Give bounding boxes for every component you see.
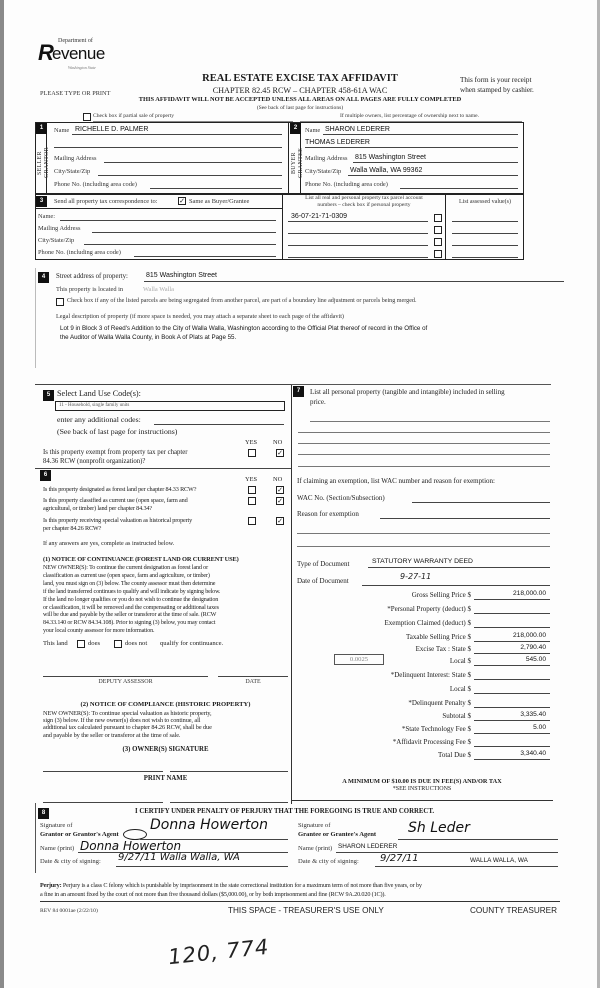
does-not-label: does not [125, 640, 148, 647]
owner-print-name-line-1[interactable] [43, 802, 163, 803]
buyer-phone-field[interactable] [400, 188, 518, 189]
partial-sale-checkbox[interactable] [83, 113, 91, 121]
grantee-date-label: Date & city of signing: [298, 858, 359, 865]
grantee-city-value[interactable]: WALLA WALLA, WA [470, 857, 528, 864]
grantor-date-value[interactable]: 9/27/11 Walla Walla, WA [118, 852, 240, 863]
delinquent-penalty-label: *Delinquent Penalty $ [408, 699, 471, 707]
exemption-reason-field[interactable] [380, 518, 550, 519]
land-use-label: Select Land Use Code(s): [57, 389, 141, 398]
grantee-date-value[interactable]: 9/27/11 [380, 853, 419, 864]
seller-mailing-label: Mailing Address [54, 155, 97, 162]
buyer-grantee-label: BUYER GRANTEE [291, 147, 304, 179]
qualify-label: qualify for continuance. [160, 640, 224, 647]
seller-grantor-label: SELLER GRANTOR [37, 147, 50, 179]
buyer-name-label: Name [305, 127, 321, 134]
exemption-instruction: If claiming an exemption, list WAC number and reason for exemption: [297, 477, 495, 485]
tax-calculation-table [292, 591, 552, 771]
buyer-mailing-value[interactable]: 815 Washington Street [355, 154, 426, 161]
exemption-reason-line-2[interactable] [297, 533, 550, 534]
assessed-value-4[interactable] [452, 257, 518, 258]
logo-subtext: Washington State [68, 65, 96, 70]
additional-codes-label: enter any additional codes: [57, 415, 141, 424]
grantor-signature-label-1: Signature of [40, 822, 73, 829]
notice-continuance-body: NEW OWNER(S): To continue the current designation as forest land or classification as current use (open space, farm and agriculture, or timber) land, you must sign on (3) below. The county assessor must then determine if the land transferred continues to qualify and will indicate by signing below. If the land no longer qualifies or you do not wish to continue the designation or classification, it will be removed and the compensating or additional taxes will be due and payable by the seller or transferor at the time of sale. (RCW 84.33.140 or RCW 84.34.108). Prior to signing (3) below, you may contact your local county assessor for more information. [43, 565, 221, 635]
grantor-name-value[interactable]: Donna Howerton [80, 839, 182, 853]
total-due-label: Total Due $ [438, 751, 471, 759]
additional-codes-field[interactable] [154, 424, 284, 425]
scan-edge-left [0, 0, 4, 988]
exempt-no-checkbox[interactable]: ✓ [277, 449, 283, 457]
personal-property-label-2: price. [310, 398, 326, 406]
form-subtitle: CHAPTER 82.45 RCW – CHAPTER 458-61A WAC [212, 86, 388, 95]
personal-property-label-1: List all personal property (tangible and intangible) included in selling [310, 388, 505, 396]
exempt-question-line-1: Is this property exempt from property tax per chapter [43, 449, 188, 456]
seller-mailing-field[interactable] [104, 162, 282, 163]
personal-property-line-5[interactable] [298, 466, 550, 467]
grantor-signature-label-2: Grantor or Grantor's Agent [40, 831, 119, 838]
grantee-name-value[interactable]: SHARON LEDERER [338, 843, 398, 850]
buyer-city-label: City/State/Zip [305, 168, 342, 175]
same-as-buyer-checkbox[interactable]: ✓ [179, 197, 185, 205]
corr-city-label: City/State/Zip [38, 237, 75, 244]
parcel-3-personal-checkbox[interactable] [434, 238, 442, 246]
land-use-select[interactable] [55, 401, 285, 411]
located-in-label: This property is located in [56, 286, 124, 293]
corr-name-label: Name: [38, 213, 56, 220]
personal-property-line-4[interactable] [298, 454, 550, 455]
taxable-selling-price-label: Taxable Selling Price $ [405, 633, 471, 641]
minimum-fee-note: A MINIMUM OF $10.00 IS DUE IN FEE(S) AND/OR TAX [342, 778, 502, 785]
section-2-number: 2 [290, 123, 301, 134]
parcel-number-2[interactable] [288, 233, 428, 234]
seller-city-label: City/State/Zip [54, 168, 91, 175]
personal-property-line-2[interactable] [298, 432, 550, 433]
notice-continuance-title: (1) NOTICE OF CONTINUANCE (FOREST LAND OR CURRENT USE) [43, 556, 239, 563]
owner-signature-line-2[interactable] [170, 771, 288, 772]
form-id: REV 84 0001ae (2/22/10) [40, 908, 98, 914]
exemption-claimed-value[interactable] [474, 627, 550, 628]
handwritten-receipt-number: 120, 774 [167, 934, 271, 970]
assessor-date-label: DATE [245, 679, 261, 685]
forest-land-question: Is this property designated as forest land per chapter 84.33 RCW? [43, 486, 197, 493]
parcel-1-personal-checkbox[interactable] [434, 214, 442, 222]
historic-no-checkbox[interactable]: ✓ [277, 517, 283, 525]
form-title: REAL ESTATE EXCISE TAX AFFIDAVIT [202, 73, 398, 84]
grantor-name-label: Name (print) [40, 845, 75, 852]
buyer-phone-label: Phone No. (including area code) [305, 181, 388, 188]
see-instructions-note: *SEE INSTRUCTIONS [392, 786, 452, 792]
delinquent-penalty-value[interactable] [474, 707, 550, 708]
current-use-no-checkbox[interactable]: ✓ [277, 497, 283, 505]
corr-city-field[interactable] [84, 244, 276, 245]
buyer-mailing-label: Mailing Address [305, 155, 348, 162]
state-technology-fee-label: *State Technology Fee $ [401, 725, 471, 733]
assessed-header: List assessed value(s) [459, 199, 511, 205]
section-8-number: 8 [38, 808, 49, 819]
delinquent-interest-local-label: Local $ [449, 685, 471, 693]
parties-divider [288, 122, 289, 194]
personal-property-deduct-label: *Personal Property (deduct) $ [387, 605, 471, 613]
segregated-parcel-label: Check box if any of the listed parcels are being segregated from another parcel, are part of a boundary line adjustment or parcels being merged. [67, 298, 417, 304]
exemption-reason-label: Reason for exemption [297, 510, 359, 518]
receipt-note-1: This form is your receipt [460, 76, 532, 84]
legal-description-line-2[interactable]: the Auditor of Walla Walla County, in Book A of Plats at Page 55. [60, 334, 237, 341]
forest-land-yes-checkbox[interactable] [248, 486, 256, 494]
seller-phone-label: Phone No. (including area code) [54, 181, 137, 188]
deputy-assessor-label: DEPUTY ASSESSOR [98, 679, 153, 685]
grantee-signature[interactable]: Sh Leder [408, 820, 470, 836]
street-address-value[interactable]: 815 Washington Street [146, 272, 217, 279]
section-7-number: 7 [293, 386, 304, 397]
delinquent-interest-state-label: *Delinquent Interest: State $ [390, 671, 471, 679]
seller-name-line2[interactable] [54, 147, 282, 148]
county-treasurer-label: COUNTY TREASURER [470, 906, 558, 915]
section-1-number: 1 [36, 123, 47, 134]
total-due-value[interactable]: 3,340.40 [520, 750, 546, 757]
buyer-city-value[interactable]: Walla Walla, WA 99362 [350, 167, 423, 174]
exempt-question-line-2: 84.36 RCW (nonprofit organization)? [43, 458, 146, 465]
send-correspondence-label: Send all property tax correspondence to: [54, 198, 158, 205]
see-back-note: (See back of last page for instructions) [256, 105, 344, 111]
dor-logo [38, 38, 128, 78]
assessed-value-1[interactable] [452, 221, 518, 222]
affidavit-processing-fee-value[interactable] [474, 746, 550, 747]
historic-question-line-2: per chapter 84.26 RCW? [43, 525, 102, 532]
this-land-label: This land [43, 640, 68, 647]
wac-number-label: WAC No. (Section/Subsection) [297, 494, 385, 502]
delinquent-interest-state-value[interactable] [474, 679, 550, 680]
exempt-yes-checkbox[interactable] [248, 449, 256, 457]
treasurer-use-label: THIS SPACE - TREASURER'S USE ONLY [228, 906, 384, 915]
parcel-number-3[interactable] [288, 245, 428, 246]
segregated-parcel-checkbox[interactable] [56, 298, 64, 306]
document-date-label: Date of Document [297, 577, 349, 585]
does-qualify-checkbox[interactable] [77, 640, 85, 648]
legal-description-label: Legal description of property (if more space is needed, you may attach a separate sheet to each page of the affidavit) [56, 313, 344, 320]
taxable-selling-price-value[interactable]: 218,000.00 [512, 632, 546, 639]
exemption-claimed-label: Exemption Claimed (deduct) $ [384, 619, 471, 627]
grantee-signature-label-1: Signature of [298, 822, 331, 829]
parcel-number-1[interactable]: 36-07-21-71-0309 [291, 213, 348, 220]
delinquent-interest-local-value[interactable] [474, 693, 550, 694]
parcel-4-personal-checkbox[interactable] [434, 250, 442, 258]
partial-sale-label: Check box if partial sale of property [93, 113, 175, 119]
current-use-yes-checkbox[interactable] [248, 497, 256, 505]
excise-tax-state-label: Excise Tax : State $ [415, 645, 471, 653]
buyer-name-line2-value[interactable]: THOMAS LEDERER [305, 139, 370, 146]
historic-question-line-1: Is this property receiving special valuation as historical property [43, 517, 193, 524]
buyer-name-value[interactable]: SHARON LEDERER [325, 126, 390, 133]
excise-tax-local-value[interactable]: 545.00 [525, 656, 546, 663]
corr-phone-field[interactable] [134, 256, 276, 257]
personal-property-line-1[interactable] [310, 421, 550, 422]
section-4-number: 4 [38, 272, 49, 283]
seller-phone-field[interactable] [150, 188, 282, 189]
gross-selling-price-value[interactable]: 218,000.00 [512, 590, 546, 597]
located-in-value[interactable]: Walla Walla [143, 286, 174, 293]
no-header-6: NO [273, 476, 283, 483]
historic-yes-checkbox[interactable] [248, 517, 256, 525]
seller-name-label: Name [54, 127, 70, 134]
grantor-signature[interactable]: Donna Howerton [150, 817, 268, 833]
corr-name-field[interactable] [60, 220, 276, 221]
corr-mailing-label: Mailing Address [38, 225, 81, 232]
seller-name-value[interactable]: RICHELLE D. PALMER [75, 126, 149, 133]
current-use-question-line-1: Is this property classified as current use (open space, farm and [43, 497, 188, 504]
document-type-label: Type of Document [297, 560, 350, 568]
forest-land-no-checkbox[interactable]: ✓ [277, 486, 283, 494]
please-type-note: PLEASE TYPE OR PRINT [40, 90, 111, 97]
yes-header-6: YES [245, 476, 258, 483]
grantor-date-label: Date & city of signing: [40, 858, 101, 865]
yes-header-5: YES [245, 439, 258, 446]
grantee-signature-label-2: Grantee or Grantee's Agent [298, 831, 377, 838]
owner-signature-label: (3) OWNER(S) SIGNATURE [122, 746, 209, 753]
subtotal-label: Subtotal $ [442, 712, 471, 720]
parcel-number-4[interactable] [288, 257, 428, 258]
parcel-2-personal-checkbox[interactable] [434, 226, 442, 234]
document-date-value[interactable]: 9-27-11 [400, 572, 432, 581]
assessed-value-3[interactable] [452, 245, 518, 246]
owner-signature-line-1[interactable] [43, 771, 163, 772]
print-name-label: PRINT NAME [143, 775, 188, 782]
local-rate-value: 0.0025 [349, 656, 369, 663]
notice-compliance-body: NEW OWNER(S): To continue special valuation as historic property, sign (3) below. If the new owner(s) does not wish to continue, all additional tax calculated pursuant to chapter 84.26 RCW, shall be due and payable by the seller or transferor at the time of sale. [43, 710, 212, 739]
section-6-number: 6 [40, 470, 51, 481]
logo-name: evenue [52, 44, 105, 63]
no-header-5: NO [273, 439, 283, 446]
notice-compliance-title: (2) NOTICE OF COMPLIANCE (HISTORIC PROPERTY) [80, 701, 251, 708]
grantee-name-label: Name (print) [298, 845, 333, 852]
multiple-owners-note: If multiple owners, list percentage of ownership next to name. [340, 113, 480, 119]
logo-r-glyph: R [38, 40, 54, 65]
excise-tax-state-value[interactable]: 2,790.40 [520, 644, 546, 651]
deputy-assessor-signature-line[interactable] [43, 676, 208, 677]
street-address-label: Street address of property: [56, 273, 128, 280]
if-yes-instruction: If any answers are yes, complete as instructed below. [43, 540, 175, 547]
document-type-value[interactable]: STATUTORY WARRANTY DEED [372, 558, 473, 565]
personal-property-deduct-value[interactable] [474, 613, 550, 614]
same-as-buyer-label: Same as Buyer/Grantee [189, 198, 250, 205]
assessed-value-2[interactable] [452, 233, 518, 234]
owner-print-name-line-2[interactable] [170, 802, 288, 803]
affidavit-processing-fee-label: *Affidavit Processing Fee $ [392, 738, 471, 746]
subtotal-value[interactable]: 3,335.40 [520, 711, 546, 718]
personal-property-line-3[interactable] [298, 443, 550, 444]
parcel-header: List all real and personal property tax parcel account numbers – check box if personal property [305, 195, 423, 208]
current-use-question-line-2: agricultural, or timber) land per chapter 84.34? [43, 505, 152, 512]
section-3-number: 3 [36, 196, 47, 207]
legal-description-line-1[interactable]: Lot 9 in Block 3 of Reed's Addition to the City of Walla Walla, Washington according to the Official Plat thereof of record in the Office of [60, 325, 428, 332]
land-use-see-back: (See back of last page for instructions) [57, 427, 178, 436]
state-technology-fee-value[interactable]: 5.00 [533, 724, 546, 731]
corr-mailing-field[interactable] [92, 232, 276, 233]
receipt-note-2: when stamped by cashier. [460, 86, 534, 94]
does-label: does [88, 640, 101, 647]
completion-warning: THIS AFFIDAVIT WILL NOT BE ACCEPTED UNLESS ALL AREAS ON ALL PAGES ARE FULLY COMPLETED [138, 96, 462, 103]
excise-tax-local-label: Local $ [449, 657, 471, 665]
exemption-reason-line-3[interactable] [297, 546, 550, 547]
corr-phone-label: Phone No. (including area code) [38, 249, 121, 256]
does-not-qualify-checkbox[interactable] [114, 640, 122, 648]
seller-city-field[interactable] [98, 175, 282, 176]
gross-selling-price-label: Gross Selling Price $ [411, 591, 471, 599]
wac-number-field[interactable] [412, 502, 550, 503]
perjury-notice: Perjury: Perjury is a class C felony which is punishable by imprisonment in the state correctional institution for a maximum term of not more than five years, or by a fine in an amount fixed by the court of not more than five thousand dollars ($5,000.00), or by both imprisonment and fine (RCW 9A.20.020 (1C)). [40, 882, 422, 898]
logo-dept-text: Department of [58, 38, 93, 44]
assessor-date-line[interactable] [218, 676, 288, 677]
section-5-number: 5 [43, 390, 54, 401]
land-use-selected-value: 11 - Household, single family units [59, 403, 130, 408]
certification-statement: I CERTIFY UNDER PENALTY OF PERJURY THAT THE FOREGOING IS TRUE AND CORRECT. [135, 808, 435, 815]
